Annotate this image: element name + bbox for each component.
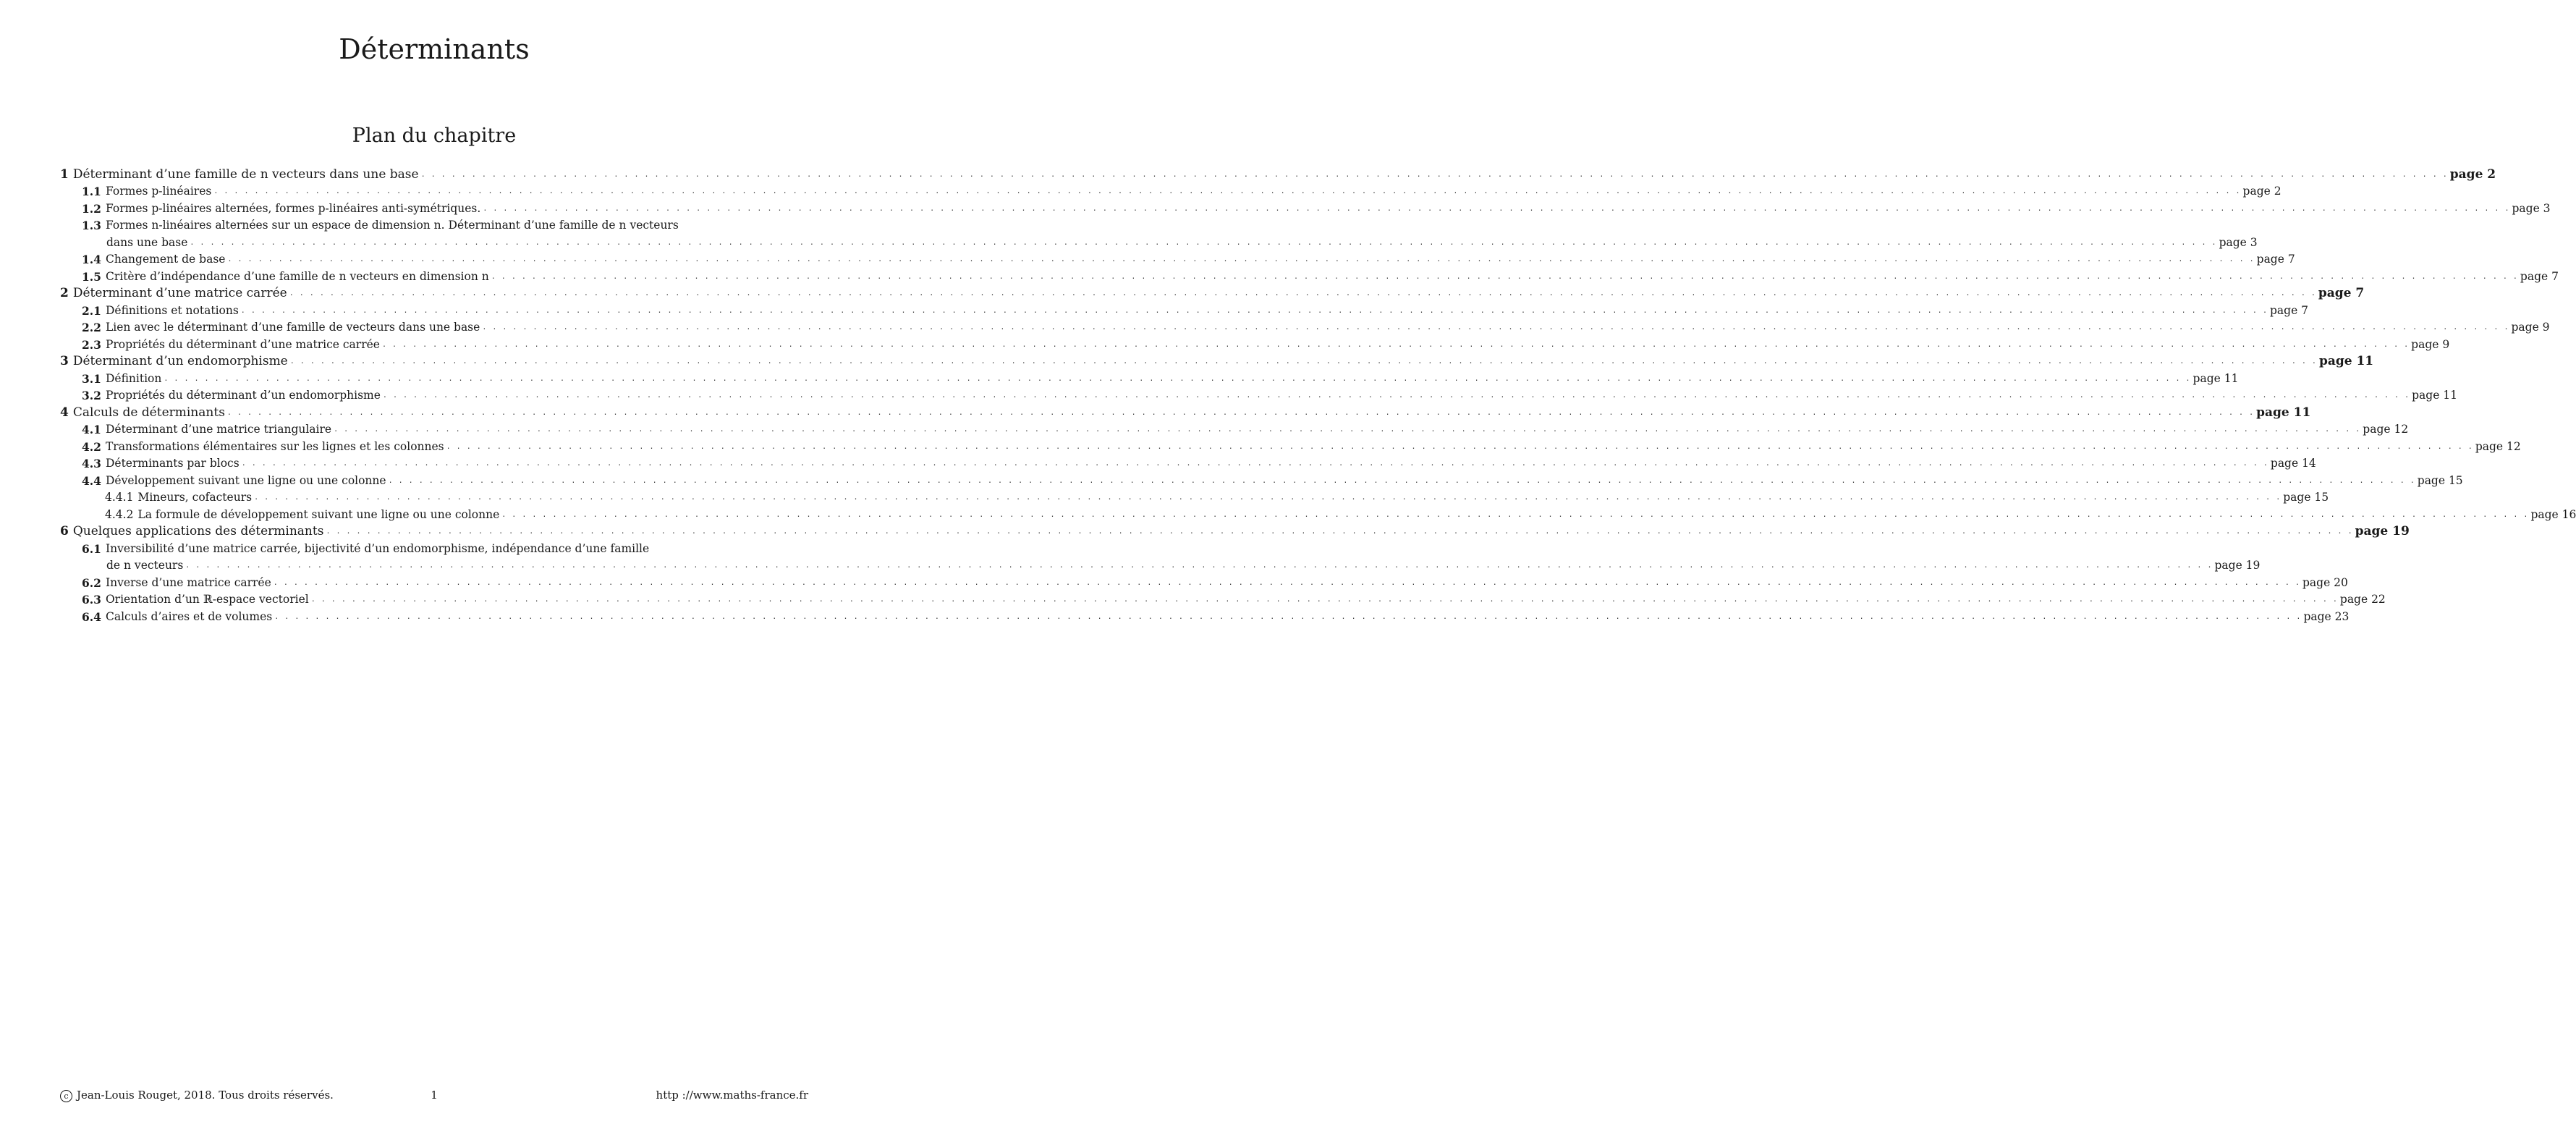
toc-leader-dots: . . . . . . . . . . . . . . . . . . . . . . . . . . . . . . . . . . . . . . . . . . . . . . . . . . . . . . . . . . . . . . . . . . . . . . . . . . . . . . . . . . . . . . . . . . . . . . . . . . . . . . . . . . . . . . . . . . . . . . . . . . . . . . . . . . . . . . . . . . . . . . . . . . . . . . . . . . . . . . . . . . . . . . . . . . . . . . . . . . . . . . . . . . . . . . . . . . . . . . . . <box>446 442 2473 451</box>
document-title: Déterminants <box>339 33 530 65</box>
toc-entry-2[interactable] <box>60 284 2365 301</box>
toc-entry-number: 4.4 <box>82 473 101 488</box>
toc-entry-number: 4.1 <box>82 423 101 436</box>
toc-leader-dots: . . . . . . . . . . . . . . . . . . . . . . . . . . . . . . . . . . . . . . . . . . . . . . . . . . . . . . . . . . . . . . . . . . . . . . . . . . . . . . . . . . . . . . . . . . . . . . . . . . . . . . . . . . . . . . . . . . . . . . . . . . . . . . . . . . . . . . . . . . . . . . . . . . . . . . . . . . . . . . . . . . . . . . . . . . . . . . . . . . . . . . . . . . . . . . . . . . . . . . . . <box>164 374 2191 383</box>
toc-entry-6-1[interactable] <box>60 538 808 556</box>
toc-leader-dots: . . . . . . . . . . . . . . . . . . . . . . . . . . . . . . . . . . . . . . . . . . . . . . . . . . . . . . . . . . . . . . . . . . . . . . . . . . . . . . . . . . . . . . . . . . . . . . . . . . . . . . . . . . . . . . . . . . . . . . . . . . . . . . . . . . . . . . . . . . . . . . . . . . . . . . . . . . . . . . . . . . . . . . . . . . . . . . . . . . . . . . . . . . . . . . . . . . . . . . . . <box>483 204 2510 213</box>
toc-entry-title: Changement de base <box>105 253 226 266</box>
toc-entry-number: 3.1 <box>82 371 101 386</box>
toc-entry-6-2[interactable] <box>60 572 2348 590</box>
toc-leader-dots: . . . . . . . . . . . . . . . . . . . . . . . . . . . . . . . . . . . . . . . . . . . . . . . . . . . . . . . . . . . . . . . . . . . . . . . . . . . . . . . . . . . . . . . . . . . . . . . . . . . . . . . . . . . . . . . . . . . . . . . . . . . . . . . . . . . . . . . . . . . . . . . . . . . . . . . . . . . . . . . . . . . . . . . . . . . . . . . . . . . . . . . . . . . . . . . . . . . . . . . . <box>382 392 2410 400</box>
toc-leader-dots: . . . . . . . . . . . . . . . . . . . . . . . . . . . . . . . . . . . . . . . . . . . . . . . . . . . . . . . . . . . . . . . . . . . . . . . . . . . . . . . . . . . . . . . . . . . . . . . . . . . . . . . . . . . . . . . . . . . . . . . . . . . . . . . . . . . . . . . . . . . . . . . . . . . . . . . . . . . . . . . . . . . . . . . . . . . . . . . . . . . . . . . . . . . . . . . . . . . . . . . . <box>334 426 2361 434</box>
toc-entry-title: Orientation d’un ℝ-espace vectoriel <box>105 593 309 606</box>
toc-entry-page: page 3 <box>2219 235 2258 249</box>
toc-leader-dots: . . . . . . . . . . . . . . . . . . . . . . . . . . . . . . . . . . . . . . . . . . . . . . . . . . . . . . . . . . . . . . . . . . . . . . . . . . . . . . . . . . . . . . . . . . . . . . . . . . . . . . . . . . . . . . . . . . . . . . . . . . . . . . . . . . . . . . . . . . . . . . . . . . . . . . . . . . . . . . . . . . . . . . . . . . . . . . . . . . . . . . . . . . . . . . . . . . . . . . . . <box>326 528 2353 536</box>
toc-entry-1-3[interactable] <box>60 216 808 233</box>
toc-entry-1-3-continued[interactable] <box>60 232 2258 250</box>
toc-entry-4-2[interactable] <box>60 436 2521 454</box>
toc-entry-title: Formes p-linéaires <box>105 185 212 198</box>
toc-leader-dots: . . . . . . . . . . . . . . . . . . . . . . . . . . . . . . . . . . . . . . . . . . . . . . . . . . . . . . . . . . . . . . . . . . . . . . . . . . . . . . . . . . . . . . . . . . . . . . . . . . . . . . . . . . . . . . . . . . . . . . . . . . . . . . . . . . . . . . . . . . . . . . . . . . . . . . . . . . . . . . . . . . . . . . . . . . . . . . . . . . . . . . . . . . . . . . . . . . . . . . . . <box>482 324 2509 331</box>
toc-leader-dots: . . . . . . . . . . . . . . . . . . . . . . . . . . . . . . . . . . . . . . . . . . . . . . . . . . . . . . . . . . . . . . . . . . . . . . . . . . . . . . . . . . . . . . . . . . . . . . . . . . . . . . . . . . . . . . . . . . . . . . . . . . . . . . . . . . . . . . . . . . . . . . . . . . . . . . . . . . . . . . . . . . . . . . . . . . . . . . . . . . . . . . . . . . . . . . . . . . . . . . . . <box>310 596 2338 604</box>
toc-leader-dots: . . . . . . . . . . . . . . . . . . . . . . . . . . . . . . . . . . . . . . . . . . . . . . . . . . . . . . . . . . . . . . . . . . . . . . . . . . . . . . . . . . . . . . . . . . . . . . . . . . . . . . . . . . . . . . . . . . . . . . . . . . . . . . . . . . . . . . . . . . . . . . . . . . . . . . . . . . . . . . . . . . . . . . . . . . . . . . . . . . . . . . . . . . . . . . . . . . . . . . . . <box>185 562 2213 570</box>
toc-entry-page: page 2 <box>2449 166 2496 182</box>
toc-entry-1-1[interactable] <box>60 182 2281 199</box>
toc-entry-page: page 15 <box>2417 473 2463 487</box>
toc-entry-2-1[interactable] <box>60 300 2309 318</box>
toc-entry-title: Déterminants par blocs <box>105 457 240 470</box>
toc-entry-6-4[interactable] <box>60 607 2350 624</box>
toc-entry-3[interactable] <box>60 352 2374 369</box>
toc-entry-page: page 9 <box>2511 321 2550 334</box>
footer-url[interactable]: http ://www.maths-france.fr <box>656 1089 808 1102</box>
toc-entry-title: Développement suivant une ligne ou une colonne <box>105 473 386 487</box>
toc-entry-page: page 22 <box>2339 593 2386 606</box>
table-of-contents <box>60 164 2576 624</box>
toc-entry-title: Déterminant d’une famille de n vecteurs dans une base <box>72 166 419 182</box>
toc-entry-page: page 19 <box>2214 559 2261 572</box>
toc-entry-title: Inverse d’une matrice carrée <box>105 575 271 589</box>
toc-entry-page: page 19 <box>2355 524 2410 538</box>
toc-entry-number: 1.2 <box>82 201 101 216</box>
toc-leader-dots: . . . . . . . . . . . . . . . . . . . . . . . . . . . . . . . . . . . . . . . . . . . . . . . . . . . . . . . . . . . . . . . . . . . . . . . . . . . . . . . . . . . . . . . . . . . . . . . . . . . . . . . . . . . . . . . . . . . . . . . . . . . . . . . . . . . . . . . . . . . . . . . . . . . . . . . . . . . . . . . . . . . . . . . . . . . . . . . . . . . . . . . . . . . . . . . . . . . . . . . . <box>226 408 2255 417</box>
toc-entry-number: 1.3 <box>82 219 101 232</box>
toc-entry-number: 1.4 <box>82 253 101 266</box>
toc-entry-1-4[interactable] <box>60 250 2295 267</box>
toc-entry-number: 6.2 <box>82 575 101 590</box>
toc-entry-title: Déterminant d’une matrice carrée <box>72 286 287 300</box>
toc-entry-number: 1.1 <box>82 185 101 198</box>
toc-entry-title: Critère d’indépendance d’une famille de n vecteurs en dimension n <box>105 269 489 283</box>
toc-entry-page: page 7 <box>2520 269 2559 283</box>
toc-entry-3-1[interactable] <box>60 368 2239 386</box>
toc-entry-page: page 2 <box>2242 185 2281 198</box>
toc-entry-page: page 15 <box>2283 491 2329 504</box>
toc-entry-1[interactable] <box>60 164 2496 182</box>
toc-entry-number: 4 <box>60 405 69 420</box>
toc-entry-number: 3 <box>60 354 69 368</box>
toc-entry-page: page 12 <box>2475 439 2521 453</box>
toc-entry-number: 2.3 <box>82 337 101 352</box>
toc-entry-2-2[interactable] <box>60 318 2550 335</box>
toc-entry-number: 6.4 <box>82 609 101 624</box>
toc-leader-dots: . . . . . . . . . . . . . . . . . . . . . . . . . . . . . . . . . . . . . . . . . . . . . . . . . . . . . . . . . . . . . . . . . . . . . . . . . . . . . . . . . . . . . . . . . . . . . . . . . . . . . . . . . . . . . . . . . . . . . . . . . . . . . . . . . . . . . . . . . . . . . . . . . . . . . . . . . . . . . . . . . . . . . . . . . . . . . . . . . . . . . . . . . . . . . . . . . . . . . . . . <box>289 358 2317 365</box>
footer-page-number: 1 <box>431 1089 438 1102</box>
toc-entry-3-2[interactable] <box>60 386 2458 403</box>
toc-entry-page: page 11 <box>2256 405 2311 420</box>
toc-leader-dots: . . . . . . . . . . . . . . . . . . . . . . . . . . . . . . . . . . . . . . . . . . . . . . . . . . . . . . . . . . . . . . . . . . . . . . . . . . . . . . . . . . . . . . . . . . . . . . . . . . . . . . . . . . . . . . . . . . . . . . . . . . . . . . . . . . . . . . . . . . . . . . . . . . . . . . . . . . . . . . . . . . . . . . . . . . . . . . . . . . . . . . . . . . . . . . . . . . . . . . . . <box>420 170 2448 179</box>
toc-entry-title: Propriétés du déterminant d’une matrice carrée <box>105 337 380 351</box>
page-footer <box>60 1089 808 1102</box>
toc-entry-page: page 14 <box>2270 457 2316 470</box>
toc-entry-title: Déterminant d’un endomorphisme <box>72 354 288 368</box>
footer-copyright <box>60 1089 363 1102</box>
toc-entry-4[interactable] <box>60 402 2311 420</box>
toc-entry-page: page 16 <box>2530 507 2576 521</box>
toc-entry-title: Définitions et notations <box>105 303 239 317</box>
toc-entry-6-1-continued[interactable] <box>60 556 2261 573</box>
toc-entry-4-3[interactable] <box>60 454 2316 471</box>
toc-entry-title: Calculs de déterminants <box>72 405 225 420</box>
toc-entry-title: Déterminant d’une matrice triangulaire <box>105 423 332 436</box>
toc-entry-title: Quelques applications des déterminants <box>72 524 324 538</box>
toc-entry-2-3[interactable] <box>60 334 2450 352</box>
toc-entry-page: page 7 <box>2318 286 2365 300</box>
toc-entry-number: 2.2 <box>82 321 101 334</box>
toc-entry-number: 4.2 <box>82 439 101 454</box>
toc-entry-page: page 7 <box>2256 253 2295 266</box>
toc-entry-title: Inversibilité d’une matrice carrée, bijectivité d’un endomorphisme, indépendance d’une famille <box>105 541 650 555</box>
toc-leader-dots: . . . . . . . . . . . . . . . . . . . . . . . . . . . . . . . . . . . . . . . . . . . . . . . . . . . . . . . . . . . . . . . . . . . . . . . . . . . . . . . . . . . . . . . . . . . . . . . . . . . . . . . . . . . . . . . . . . . . . . . . . . . . . . . . . . . . . . . . . . . . . . . . . . . . . . . . . . . . . . . . . . . . . . . . . . . . . . . . . . . . . . . . . . . . . . . . . . . . . . . . <box>388 476 2415 485</box>
toc-entry-page: page 7 <box>2269 303 2309 317</box>
toc-entry-title: La formule de développement suivant une ligne ou une colonne <box>137 507 500 521</box>
toc-entry-title: Définition <box>105 371 162 385</box>
copyright-text: Jean-Louis Rouget, 2018. Tous droits réservés. <box>77 1089 334 1102</box>
toc-entry-4-4-2[interactable] <box>60 504 2576 522</box>
toc-leader-dots: . . . . . . . . . . . . . . . . . . . . . . . . . . . . . . . . . . . . . . . . . . . . . . . . . . . . . . . . . . . . . . . . . . . . . . . . . . . . . . . . . . . . . . . . . . . . . . . . . . . . . . . . . . . . . . . . . . . . . . . . . . . . . . . . . . . . . . . . . . . . . . . . . . . . . . . . . . . . . . . . . . . . . . . . . . . . . . . . . . . . . . . . . . . . . . . . . . . . . . . . <box>190 238 2217 247</box>
toc-leader-dots: . . . . . . . . . . . . . . . . . . . . . . . . . . . . . . . . . . . . . . . . . . . . . . . . . . . . . . . . . . . . . . . . . . . . . . . . . . . . . . . . . . . . . . . . . . . . . . . . . . . . . . . . . . . . . . . . . . . . . . . . . . . . . . . . . . . . . . . . . . . . . . . . . . . . . . . . . . . . . . . . . . . . . . . . . . . . . . . . . . . . . . . . . . . . . . . . . . . . . . . . <box>274 612 2302 621</box>
toc-entry-4-4[interactable] <box>60 470 2463 488</box>
toc-leader-dots: . . . . . . . . . . . . . . . . . . . . . . . . . . . . . . . . . . . . . . . . . . . . . . . . . . . . . . . . . . . . . . . . . . . . . . . . . . . . . . . . . . . . . . . . . . . . . . . . . . . . . . . . . . . . . . . . . . . . . . . . . . . . . . . . . . . . . . . . . . . . . . . . . . . . . . . . . . . . . . . . . . . . . . . . . . . . . . . . . . . . . . . . . . . . . . . . . . . . . . . . <box>241 460 2268 468</box>
toc-entry-number: 2 <box>60 286 69 300</box>
toc-entry-number: 1.5 <box>82 269 101 284</box>
toc-entry-number: 6.1 <box>82 541 101 556</box>
toc-entry-title: Formes p-linéaires alternées, formes p-linéaires anti-symétriques. <box>105 201 481 215</box>
toc-entry-page: page 3 <box>2512 201 2551 215</box>
toc-entry-number: 2.1 <box>82 303 101 318</box>
toc-entry-page: page 23 <box>2303 609 2350 623</box>
toc-entry-number: 3.2 <box>82 389 101 402</box>
toc-entry-1-2[interactable] <box>60 198 2551 216</box>
toc-leader-dots: . . . . . . . . . . . . . . . . . . . . . . . . . . . . . . . . . . . . . . . . . . . . . . . . . . . . . . . . . . . . . . . . . . . . . . . . . . . . . . . . . . . . . . . . . . . . . . . . . . . . . . . . . . . . . . . . . . . . . . . . . . . . . . . . . . . . . . . . . . . . . . . . . . . . . . . . . . . . . . . . . . . . . . . . . . . . . . . . . . . . . . . . . . . . . . . . . . . . . . . . <box>289 290 2316 297</box>
toc-entry-6-3[interactable] <box>60 590 2386 607</box>
toc-entry-page: page 11 <box>2318 354 2374 368</box>
toc-leader-dots: . . . . . . . . . . . . . . . . . . . . . . . . . . . . . . . . . . . . . . . . . . . . . . . . . . . . . . . . . . . . . . . . . . . . . . . . . . . . . . . . . . . . . . . . . . . . . . . . . . . . . . . . . . . . . . . . . . . . . . . . . . . . . . . . . . . . . . . . . . . . . . . . . . . . . . . . . . . . . . . . . . . . . . . . . . . . . . . . . . . . . . . . . . . . . . . . . . . . . . . . <box>240 306 2268 315</box>
toc-entry-page: page 12 <box>2363 423 2409 436</box>
toc-entry-number: 6.3 <box>82 593 101 607</box>
toc-entry-4-4-1[interactable] <box>60 488 2329 505</box>
toc-leader-dots: . . . . . . . . . . . . . . . . . . . . . . . . . . . . . . . . . . . . . . . . . . . . . . . . . . . . . . . . . . . . . . . . . . . . . . . . . . . . . . . . . . . . . . . . . . . . . . . . . . . . . . . . . . . . . . . . . . . . . . . . . . . . . . . . . . . . . . . . . . . . . . . . . . . . . . . . . . . . . . . . . . . . . . . . . . . . . . . . . . . . . . . . . . . . . . . . . . . . . . . . <box>254 494 2281 502</box>
toc-entry-page: page 11 <box>2412 389 2458 402</box>
toc-entry-title: Propriétés du déterminant d’un endomorphisme <box>105 389 381 402</box>
toc-entry-title: Transformations élémentaires sur les lignes et les colonnes <box>105 439 444 453</box>
toc-entry-number: 4.3 <box>82 457 101 470</box>
toc-entry-title: Calculs d’aires et de volumes <box>105 609 273 623</box>
toc-entry-title-continued: dans une base <box>106 235 188 249</box>
toc-leader-dots: . . . . . . . . . . . . . . . . . . . . . . . . . . . . . . . . . . . . . . . . . . . . . . . . . . . . . . . . . . . . . . . . . . . . . . . . . . . . . . . . . . . . . . . . . . . . . . . . . . . . . . . . . . . . . . . . . . . . . . . . . . . . . . . . . . . . . . . . . . . . . . . . . . . . . . . . . . . . . . . . . . . . . . . . . . . . . . . . . . . . . . . . . . . . . . . . . . . . . . . . <box>381 340 2410 349</box>
toc-entry-number: 6 <box>60 524 69 538</box>
toc-entry-4-1[interactable] <box>60 420 2409 437</box>
toc-entry-title: Formes n-linéaires alternées sur un espace de dimension n. Déterminant d’une famille de n vecteurs <box>105 219 679 232</box>
toc-entry-page: page 20 <box>2302 575 2348 589</box>
toc-leader-dots: . . . . . . . . . . . . . . . . . . . . . . . . . . . . . . . . . . . . . . . . . . . . . . . . . . . . . . . . . . . . . . . . . . . . . . . . . . . . . . . . . . . . . . . . . . . . . . . . . . . . . . . . . . . . . . . . . . . . . . . . . . . . . . . . . . . . . . . . . . . . . . . . . . . . . . . . . . . . . . . . . . . . . . . . . . . . . . . . . . . . . . . . . . . . . . . . . . . . . . . . <box>491 272 2518 281</box>
toc-title: Plan du chapitre <box>352 124 517 147</box>
toc-leader-dots: . . . . . . . . . . . . . . . . . . . . . . . . . . . . . . . . . . . . . . . . . . . . . . . . . . . . . . . . . . . . . . . . . . . . . . . . . . . . . . . . . . . . . . . . . . . . . . . . . . . . . . . . . . . . . . . . . . . . . . . . . . . . . . . . . . . . . . . . . . . . . . . . . . . . . . . . . . . . . . . . . . . . . . . . . . . . . . . . . . . . . . . . . . . . . . . . . . . . . . . . <box>213 187 2241 195</box>
toc-entry-page: page 9 <box>2411 337 2450 351</box>
toc-entry-page: page 11 <box>2192 371 2239 385</box>
toc-entry-6[interactable] <box>60 522 2410 539</box>
toc-leader-dots: . . . . . . . . . . . . . . . . . . . . . . . . . . . . . . . . . . . . . . . . . . . . . . . . . . . . . . . . . . . . . . . . . . . . . . . . . . . . . . . . . . . . . . . . . . . . . . . . . . . . . . . . . . . . . . . . . . . . . . . . . . . . . . . . . . . . . . . . . . . . . . . . . . . . . . . . . . . . . . . . . . . . . . . . . . . . . . . . . . . . . . . . . . . . . . . . . . . . . . . . <box>227 255 2255 263</box>
toc-entry-title: Mineurs, cofacteurs <box>137 491 253 504</box>
toc-entry-number: 4.4.1 <box>105 491 134 504</box>
toc-entry-title-continued: de n vecteurs <box>106 559 184 572</box>
toc-leader-dots: . . . . . . . . . . . . . . . . . . . . . . . . . . . . . . . . . . . . . . . . . . . . . . . . . . . . . . . . . . . . . . . . . . . . . . . . . . . . . . . . . . . . . . . . . . . . . . . . . . . . . . . . . . . . . . . . . . . . . . . . . . . . . . . . . . . . . . . . . . . . . . . . . . . . . . . . . . . . . . . . . . . . . . . . . . . . . . . . . . . . . . . . . . . . . . . . . . . . . . . . <box>273 578 2300 587</box>
toc-entry-number: 4.4.2 <box>105 507 134 521</box>
toc-entry-title: Lien avec le déterminant d’une famille de vecteurs dans une base <box>105 321 480 334</box>
toc-entry-1-5[interactable] <box>60 266 2559 284</box>
copyright-icon: c <box>60 1090 72 1102</box>
toc-leader-dots: . . . . . . . . . . . . . . . . . . . . . . . . . . . . . . . . . . . . . . . . . . . . . . . . . . . . . . . . . . . . . . . . . . . . . . . . . . . . . . . . . . . . . . . . . . . . . . . . . . . . . . . . . . . . . . . . . . . . . . . . . . . . . . . . . . . . . . . . . . . . . . . . . . . . . . . . . . . . . . . . . . . . . . . . . . . . . . . . . . . . . . . . . . . . . . . . . . . . . . . . <box>501 510 2529 519</box>
toc-entry-number: 1 <box>60 166 69 182</box>
